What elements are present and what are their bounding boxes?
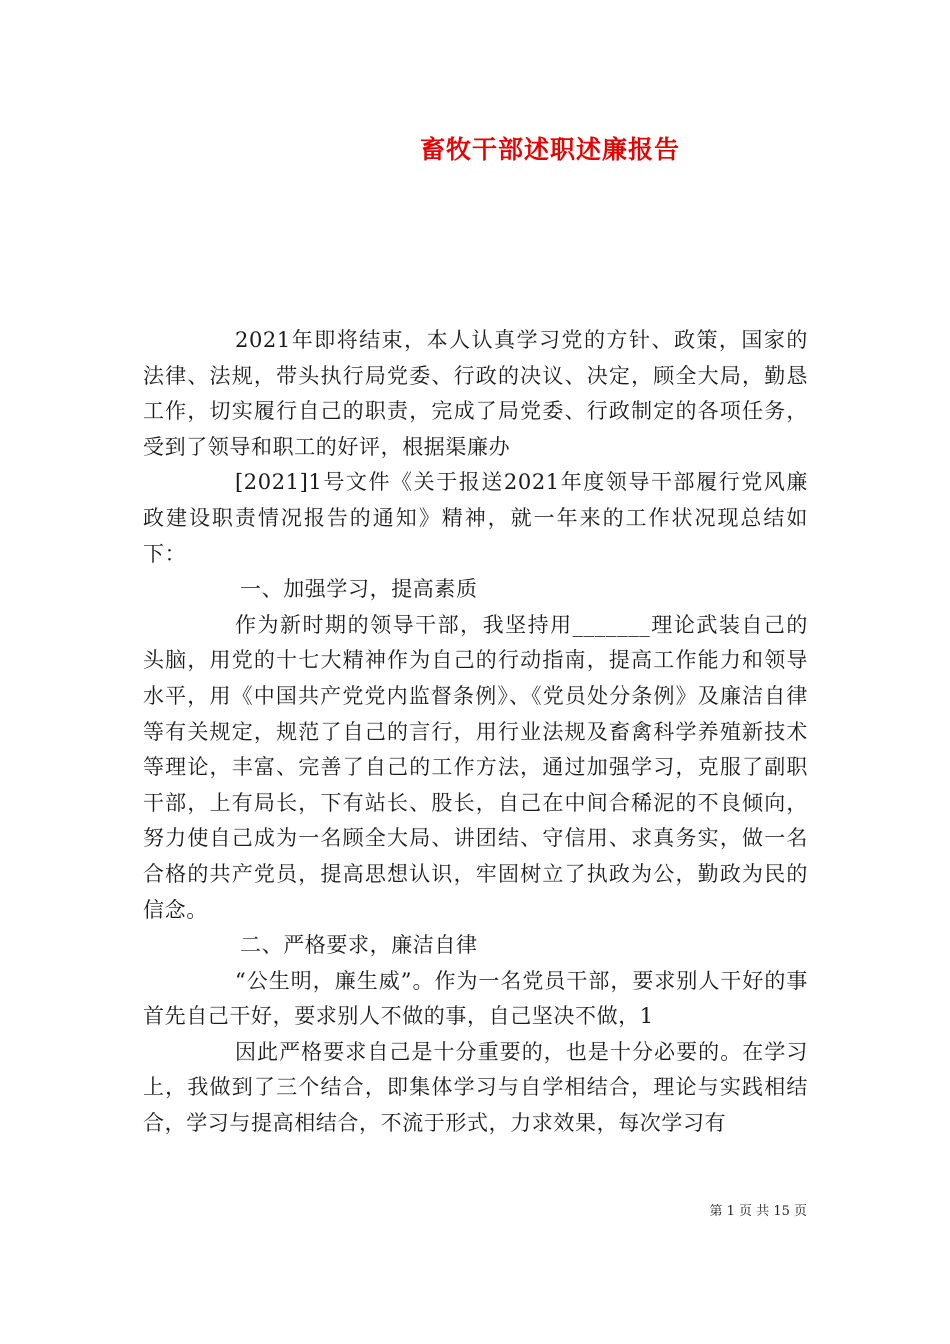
page-number-footer: 第 1 页 共 15 页 xyxy=(709,1204,807,1219)
paragraph-integrity: “公生明，廉生威”。作为一名党员干部，要求别人干好的事首先自己干好，要求别人不做的事，自己坚决不做，1 xyxy=(143,968,808,1029)
document-title: 畜牧干部述职述廉报告 xyxy=(419,135,680,164)
document-body xyxy=(143,323,808,1142)
section-heading-1: 一、加强学习，提高素质 xyxy=(240,577,478,602)
section-heading-2: 二、严格要求，廉洁自律 xyxy=(240,933,478,958)
paragraph-reference: [2021]1号文件《关于报送2021年度领导干部履行党风廉政建设职责情况报告的通知》精神，就一年来的工作状况现总结如下： xyxy=(143,470,808,566)
paragraph-requirements: 因此严格要求自己是十分重要的，也是十分必要的。在学习上，我做到了三个结合，即集体学习与自学相结合，理论与实践相结合，学习与提高相结合，不流于形式，力求效果，每次学习有 xyxy=(143,1039,808,1136)
paragraph-intro: 2021年即将结束，本人认真学习党的方针、政策，国家的法律、法规，带头执行局党委、行政的决议、决定，顾全大局，勤恳工作，切实履行自己的职责，完成了局党委、行政制定的各项任务，受到了领导和职工的好评，根据渠廉办 xyxy=(143,328,808,459)
paragraph-study: 作为新时期的领导干部，我坚持用_______理论武装自己的头脑，用党的十七大精神作为自己的行动指南，提高工作能力和领导水平，用《中国共产党党内监督条例》、《党员处分条例》及廉洁自律等有关规定，规范了自己的言行，用行业法规及畜禽科学养殖新技术等理论，丰富、完善了自己的工作方法，通过加强学习，克服了副职干部，上有局长，下有站长、股长，自己在中间合稀泥的不良倾向，努力使自己成为一名顾全大局、讲团结、守信用、求真务实，做一名合格的共产党员，提高思想认识，牢固树立了执政为公，勤政为民的信念。 xyxy=(143,612,808,922)
